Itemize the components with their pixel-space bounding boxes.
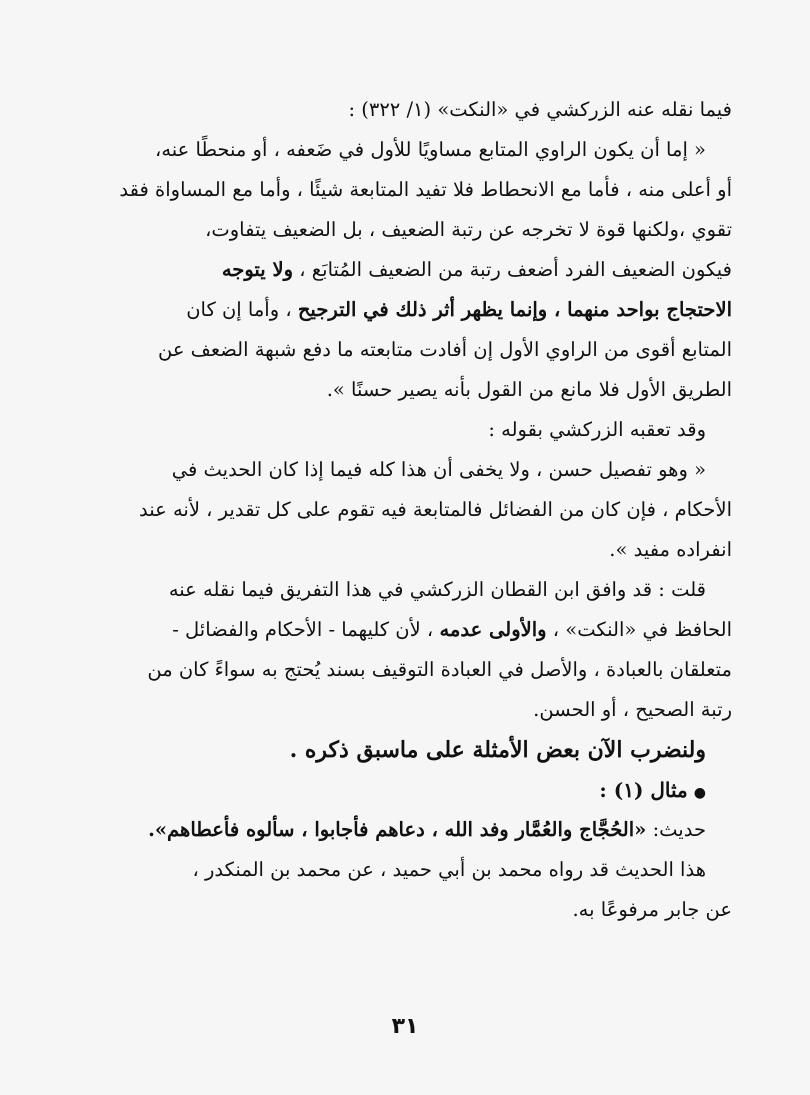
page-body [118, 90, 732, 930]
section-heading: ولنضرب الآن بعض الأمثلة على ماسبق ذكره . [289, 737, 706, 763]
text-line: الطريق الأول فلا مانع من القول بأنه يصير حسنًا ». [326, 378, 732, 401]
text-segment: فيكون الضعيف الفرد أضعف رتبة من الضعيف المُتابَع ، [299, 258, 732, 281]
hadith-text: «الحُجَّاج والعُمَّار وفد الله ، دعاهم فأجابوا ، سألوه فأعطاهم». [148, 818, 647, 841]
text-line: الأحكام ، فإن كان من الفضائل فالمتابعة فيه تقوم على كل تقدير ، لأنه عند [139, 498, 732, 521]
text-line [118, 610, 732, 650]
text-line: المتابع أقوى من الراوي الأول إن أفادت متابعته ما دفع شبهة الضعف عن [157, 338, 732, 361]
text-line: رتبة الصحيح ، أو الحسن. [533, 698, 732, 721]
text-line: فيما نقله عنه الزركشي في «النكت» (١/ ٣٢٢) : [348, 98, 732, 121]
text-line: وقد تعقبه الزركشي بقوله : [488, 418, 706, 441]
text-line [118, 250, 732, 290]
text-segment: حديث: [652, 818, 706, 841]
quote-line: « إما أن يكون الراوي المتابع مساويًا للأول في ضَعفه ، أو منحطًا عنه، [155, 138, 706, 161]
example-heading [118, 770, 732, 810]
text-segment: ، لأن كليهما - الأحكام والفضائل - [172, 618, 434, 641]
text-line: أو أعلى منه ، فأما مع الانحطاط فلا تفيد المتابعة شيئًا ، وأما مع المساواة فقد [119, 178, 732, 201]
bold-phrase: والأولى عدمه [439, 618, 547, 641]
text-line: انفراده مفيد ». [609, 538, 732, 561]
bold-phrase: الاحتجاج بواحد منهما ، وإنما يظهر أثر ذلك في الترجيح [297, 298, 732, 321]
text-segment: الحافظ في «النكت» ، [552, 618, 732, 641]
page-number: ٣١ [391, 1014, 419, 1039]
bullet-icon: ● [693, 785, 706, 801]
text-line: متعلقان بالعبادة ، والأصل في العبادة التوقيف بسند يُحتج به سواءً كان من [147, 658, 732, 681]
text-segment: ، وأما إن كان [186, 298, 292, 321]
quote-line: « وهو تفصيل حسن ، ولا يخفى أن هذا كله فيما إذا كان الحديث في [171, 458, 706, 481]
hadith-line [118, 810, 732, 850]
text-line: تقوي ،ولكنها قوة لا تخرجه عن رتبة الضعيف ، بل الضعيف يتفاوت، [205, 218, 732, 241]
example-label: مثال (١) : [599, 778, 688, 802]
text-line: عن جابر مرفوعًا به. [572, 898, 732, 921]
text-line [118, 290, 732, 330]
bold-phrase: ولا يتوجه [221, 258, 294, 281]
text-line: قلت : قد وافق ابن القطان الزركشي في هذا التفريق فيما نقله عنه [168, 578, 706, 601]
text-line: هذا الحديث قد رواه محمد بن أبي حميد ، عن محمد بن المنكدر ، [192, 858, 706, 881]
